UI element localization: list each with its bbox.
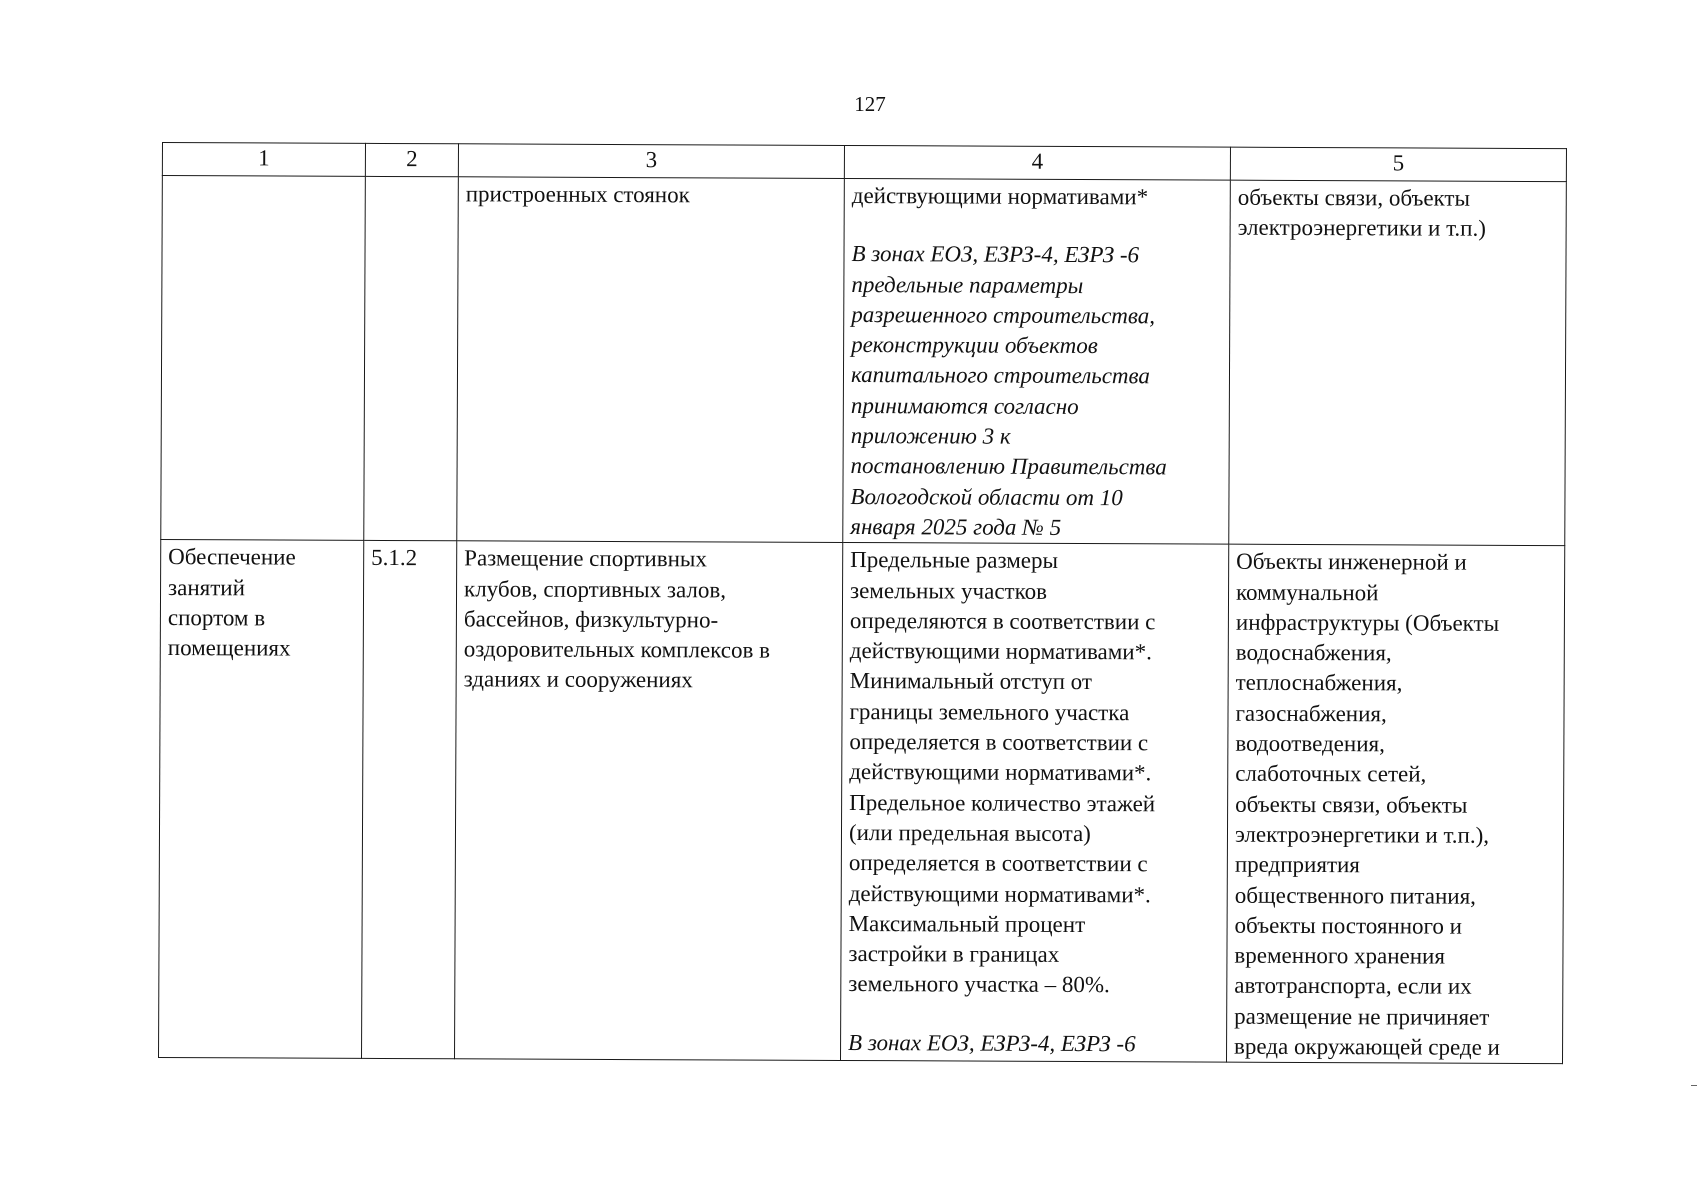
description-cell: Размещение спортивных клубов, спортивных залов, бассейнов, физкультурно- оздоровительных комплексов в зданиях и сооружениях — [455, 541, 843, 1061]
parameters-text: действующими нормативами* — [851, 183, 1149, 210]
code-cell — [364, 176, 459, 541]
code-cell: 5.1.2 — [362, 541, 457, 1059]
use-type-cell: Обеспечение занятий спортом в помещениях — [159, 540, 364, 1059]
use-type-cell — [161, 176, 366, 541]
zone-note: В зонах ЕОЗ, ЕЗРЗ-4, ЕЗРЗ -6 — [848, 1029, 1136, 1056]
column-header-2: 2 — [365, 143, 458, 176]
table-row — [159, 540, 1565, 1064]
parameters-cell — [840, 543, 1228, 1063]
regulations-table — [158, 142, 1567, 1064]
column-header-1: 1 — [162, 143, 365, 177]
parameters-text: Предельные размеры земельных участков определяются в соответствии с действующими нормативами*. Минимальный отступ от границы земельного участка определяется в соответствии с действующими нормативами*. Предельное количество этажей (или предельная высота) определяется в соответствии с действующими нормативами*. Максимальный процент застройки в границах земельного участка – 80%. — [848, 547, 1156, 998]
column-header-3: 3 — [458, 144, 844, 179]
table-row — [161, 176, 1567, 546]
page-number: 127 — [854, 92, 886, 116]
scan-mark — [1691, 1085, 1697, 1086]
auxiliary-uses-cell: объекты связи, объекты электроэнергетики и т.п.) — [1229, 180, 1567, 546]
column-header-5: 5 — [1230, 147, 1566, 181]
auxiliary-uses-cell: Объекты инженерной и коммунальной инфраструктуры (Объекты водоснабжения, теплоснабжения, газоснабжения, водоотведения, слаботочных сетей, объекты связи, объекты электроэнергетики и т.п.), предприятия общественного питания, объекты постоянного и временного хранения автотранспорта, если их размещение не причиняет вреда окружающей среде и — [1226, 544, 1564, 1064]
zone-note: В зонах ЕОЗ, ЕЗРЗ-4, ЕЗРЗ -6 предельные параметры разрешенного строительства, реконструкции объектов капитального строительства принимаются согласно приложению 3 к постановлению Правительства Вологодской области от 10 января 2025 года № 5 — [850, 241, 1167, 540]
parameters-cell — [843, 178, 1231, 544]
column-header-4: 4 — [844, 145, 1230, 180]
description-cell: пристроенных стоянок — [457, 177, 845, 543]
